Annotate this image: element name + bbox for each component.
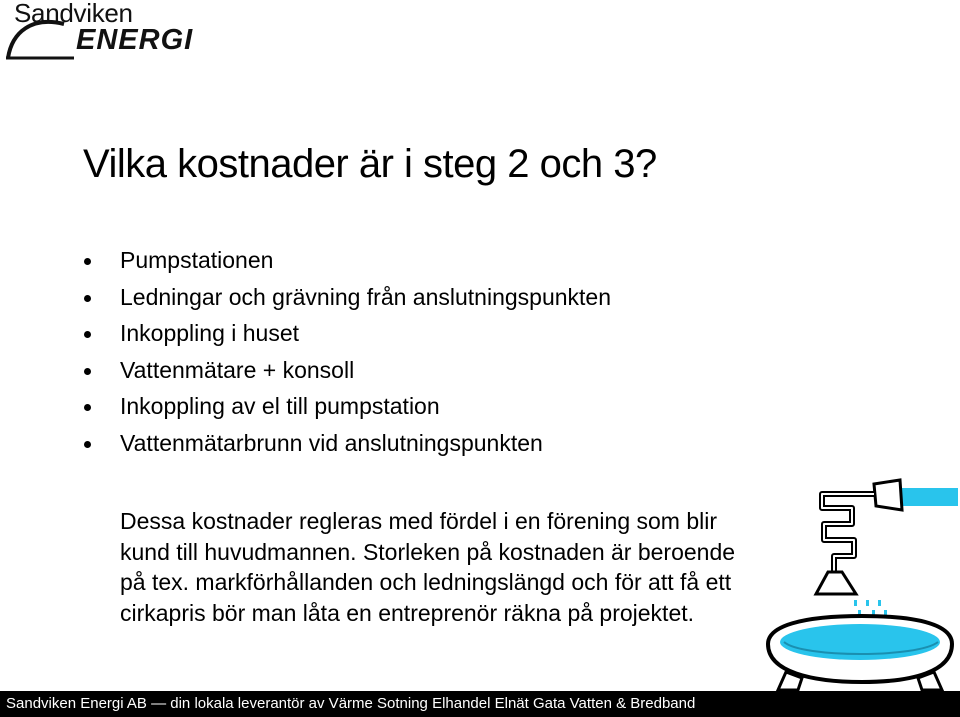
bullet-dot-icon — [84, 258, 91, 265]
footer-bar: Sandviken Energi AB — din lokala leverantör av Värme Sotning Elhandel Elnät Gata Vatten & Bredband — [0, 691, 960, 717]
bullet-dot-icon — [84, 404, 91, 411]
bullet-item — [84, 279, 611, 316]
shower-bathtub-icon — [762, 476, 958, 697]
bullet-item — [84, 352, 611, 389]
bullet-dot-icon — [84, 331, 91, 338]
bullet-text: Pumpstationen — [120, 247, 274, 273]
bullet-item — [84, 315, 611, 352]
bullet-list — [84, 242, 611, 462]
slide-title: Vilka kostnader är i steg 2 och 3? — [83, 142, 657, 186]
cost-paragraph: Dessa kostnader regleras med fördel i en förening som blir kund till huvudmannen. Storleken på kostnaden är beroende på tex. markförhållanden och ledningslängd och för att få ett cirkapris bör man låta en entreprenör räkna på projektet. — [120, 508, 736, 626]
bullet-item — [84, 388, 611, 425]
bullet-text: Inkoppling i huset — [120, 320, 300, 347]
bullet-item — [84, 242, 611, 279]
bullet-item — [84, 425, 611, 462]
bullet-text: Inkoppling av el till pumpstation — [120, 393, 440, 420]
company-logo — [4, 2, 204, 60]
bullet-dot-icon — [84, 441, 91, 448]
logo-line2: ENERGI — [76, 24, 194, 56]
bullet-text: Vattenmätare + konsoll — [120, 356, 355, 383]
bullet-dot-icon — [84, 295, 91, 302]
bullet-dot-icon — [84, 368, 91, 375]
bullet-text: Ledningar och grävning från anslutningspunkten — [120, 283, 612, 310]
bullet-text: Vattenmätarbrunn vid anslutningspunkten — [120, 429, 543, 456]
logo-line1: Sandviken — [14, 0, 133, 28]
